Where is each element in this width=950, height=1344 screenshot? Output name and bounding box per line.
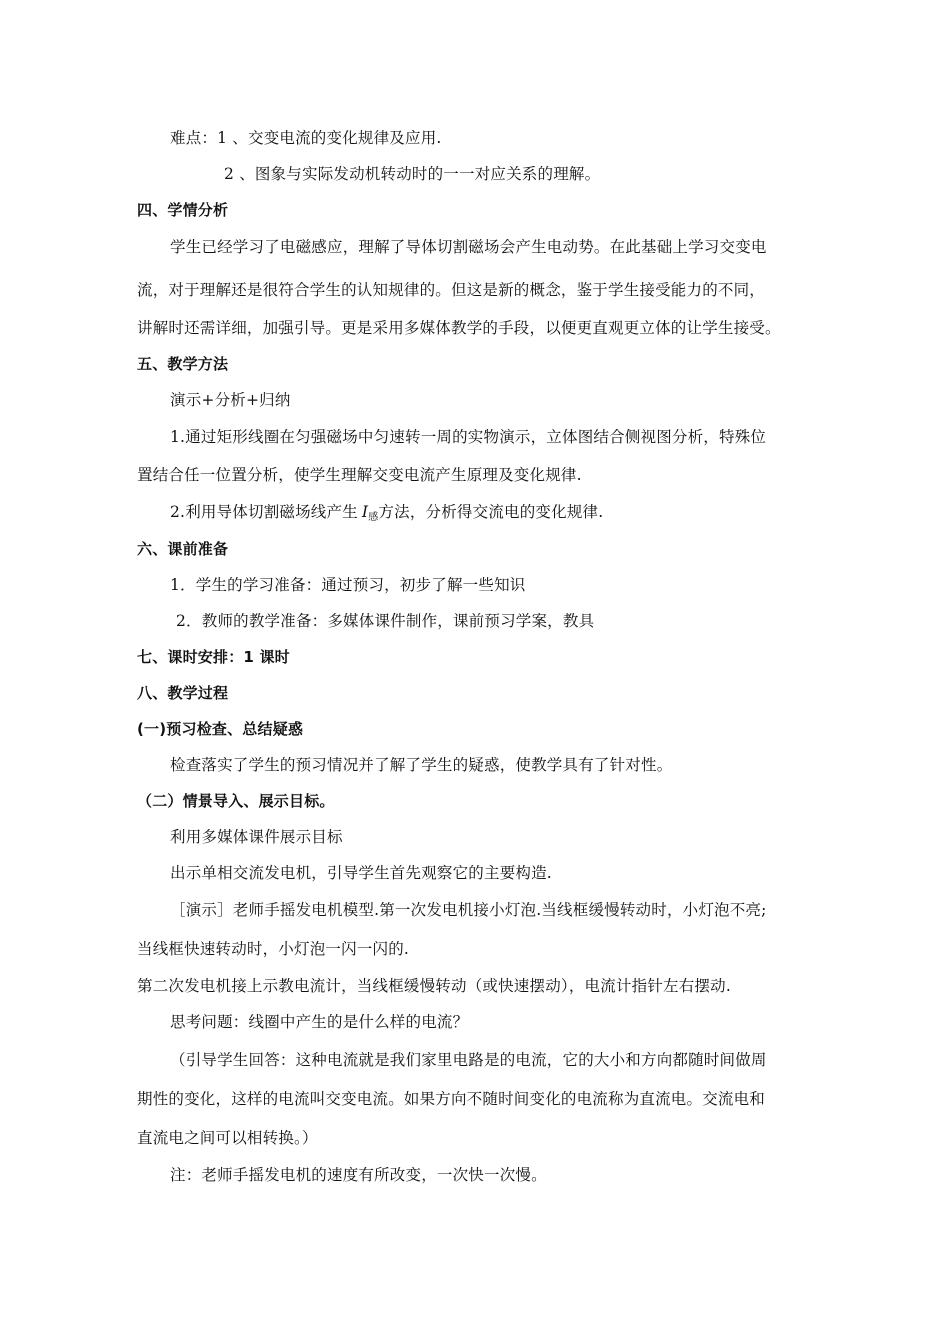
current-symbol: I — [361, 503, 369, 521]
subsection-heading-preview-check: (一)预习检查、总结疑惑 — [137, 720, 304, 738]
paragraph-line: 出示单相交流发电机，引导学生首先观察它的主要构造. — [170, 864, 552, 882]
paragraph-line: 演示+分析+归纳 — [170, 391, 291, 409]
paragraph-line: 思考问题：线圈中产生的是什么样的电流？ — [170, 1013, 469, 1031]
subsection-heading-scene-intro: （二）情景导入、展示目标。 — [137, 792, 335, 810]
paragraph-line — [170, 502, 603, 528]
paragraph-line: 讲解时还需详细，加强引导。更是采用多媒体教学的手段，以便更直观更立体的让学生接受。 — [137, 319, 781, 337]
difficulty-line-2: 2 、图象与实际发动机转动时的一一对应关系的理解。 — [224, 165, 601, 183]
paragraph-line: 1.通过矩形线圈在匀强磁场中匀速转一周的实物演示，立体图结合侧视图分析，特殊位 — [170, 428, 767, 446]
section-heading-student-analysis: 四、学情分析 — [137, 201, 229, 219]
paragraph-line: 检查落实了学生的预习情况并了解了学生的疑惑，使教学具有了针对性。 — [170, 756, 673, 774]
list-item: 2．教师的教学准备：多媒体课件制作，课前预习学案，教具 — [176, 612, 595, 630]
paragraph-line: 利用多媒体课件展示目标 — [170, 828, 343, 846]
paragraph-line: 直流电之间可以相转换。） — [137, 1129, 318, 1147]
section-heading-teaching-method: 五、教学方法 — [137, 355, 229, 373]
paragraph-line: 流，对于理解还是很符合学生的认知规律的。但这是新的概念，鉴于学生接受能力的不同， — [137, 281, 766, 299]
section-heading-preparation: 六、课前准备 — [137, 540, 229, 558]
paragraph-line: 期性的变化，这样的电流叫交变电流。如果方向不随时间变化的电流称为直流电。交流电和 — [137, 1090, 766, 1108]
difficulty-line-1: 难点：1 、交变电流的变化规律及应用. — [170, 129, 442, 147]
paragraph-line: （引导学生回答：这种电流就是我们家里电路是的电流，它的大小和方向都随时间做周 — [170, 1051, 767, 1069]
paragraph-line: 当线框快速转动时，小灯泡一闪一闪的. — [137, 940, 410, 958]
text-fragment: 方法，分析得交流电的变化规律. — [378, 503, 604, 521]
section-heading-schedule: 七、课时安排：1 课时 — [137, 648, 290, 666]
current-subscript: 感 — [368, 512, 379, 523]
paragraph-line: ［演示］老师手摇发电机模型.第一次发电机接小灯泡.当线框缓慢转动时，小灯泡不亮; — [170, 901, 767, 919]
section-heading-process: 八、教学过程 — [137, 684, 229, 702]
paragraph-line: 第二次发电机接上示教电流计，当线框缓慢转动（或快速摆动），电流计指针左右摆动. — [137, 977, 731, 995]
paragraph-line: 注：老师手摇发电机的速度有所改变，一次快一次慢。 — [170, 1166, 547, 1184]
paragraph-line: 置结合任一位置分析，使学生理解交变电流产生原理及变化规律. — [137, 466, 582, 484]
paragraph-line: 学生已经学习了电磁感应，理解了导体切割磁场会产生电动势。在此基础上学习交变电 — [170, 238, 767, 256]
list-item: 1．学生的学习准备：通过预习，初步了解一些知识 — [170, 576, 526, 594]
text-fragment: 2.利用导体切割磁场线产生 — [170, 503, 358, 521]
